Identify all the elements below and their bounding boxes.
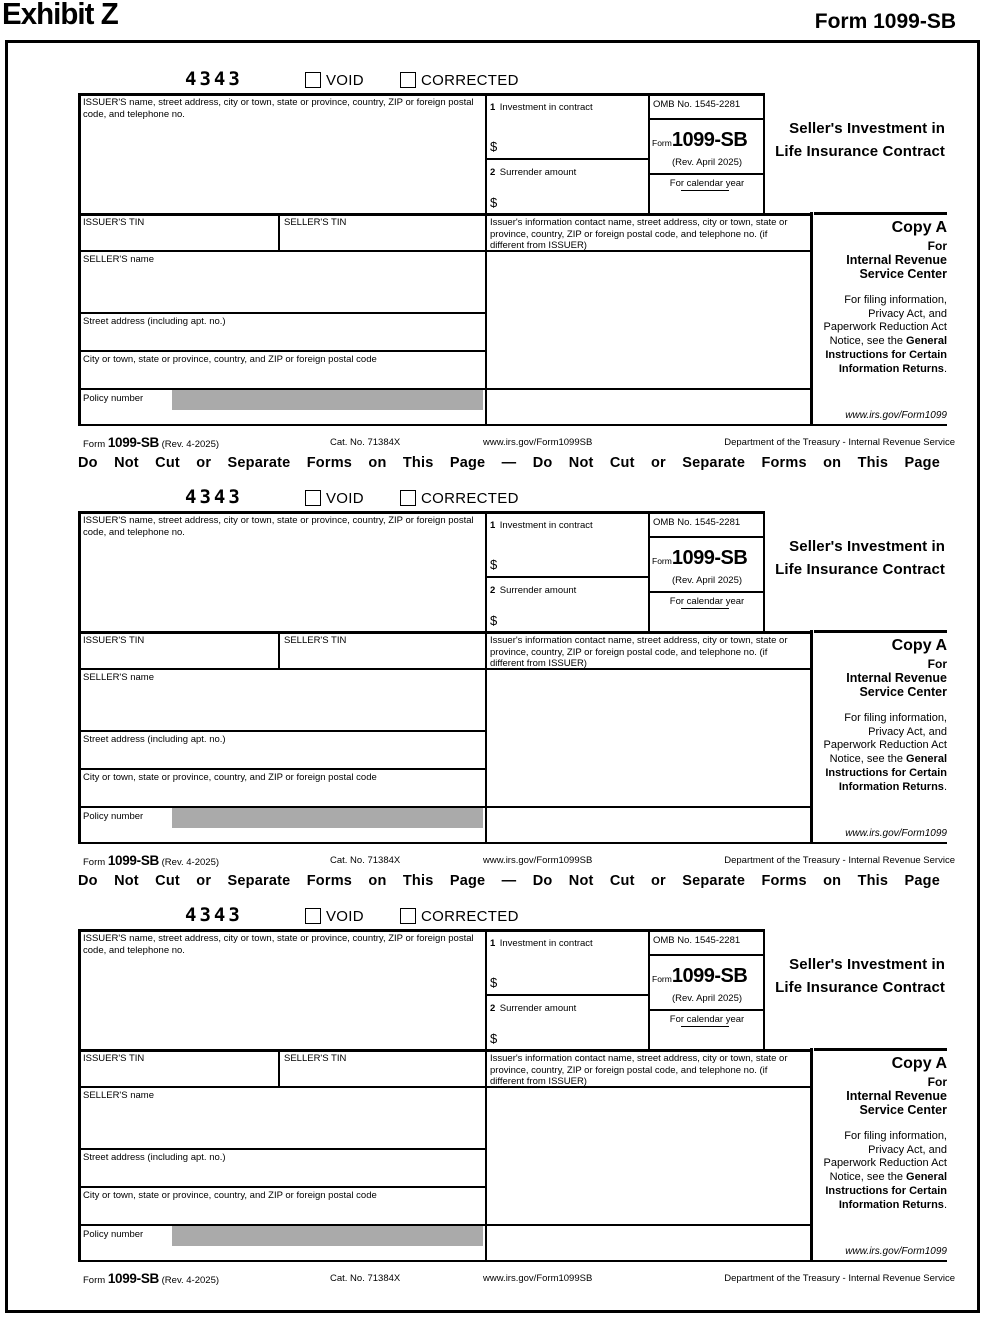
divider bbox=[811, 842, 947, 844]
void-group bbox=[305, 72, 364, 88]
box1-label: Investment in contract bbox=[499, 938, 593, 949]
form-number-cell bbox=[652, 547, 762, 570]
divider bbox=[810, 212, 813, 426]
copy-a-heading: Copy A bbox=[891, 637, 947, 654]
divider bbox=[814, 212, 947, 215]
divider bbox=[78, 511, 81, 844]
divider bbox=[78, 1148, 485, 1150]
box1-dollar-sign: $ bbox=[490, 975, 498, 990]
seller-name-field: SELLER'S name bbox=[83, 672, 154, 683]
form-main-title: Seller's Investment in Life Insurance Contract bbox=[775, 120, 945, 160]
issuer-tin-field: ISSUER'S TIN bbox=[83, 217, 145, 228]
divider bbox=[810, 1048, 813, 1262]
box2-dollar-sign: $ bbox=[490, 1031, 498, 1046]
divider bbox=[78, 842, 811, 845]
box2-dollar-sign: $ bbox=[490, 195, 498, 210]
city-state-zip-field: City or town, state or province, country, and ZIP or foreign postal code bbox=[83, 1190, 377, 1201]
divider bbox=[278, 631, 280, 668]
treasury-label: Department of the Treasury - Internal Revenue Service bbox=[724, 437, 955, 448]
copy-a-heading: Copy A bbox=[891, 219, 947, 236]
divider bbox=[78, 929, 81, 1262]
general-instructions-ref: General Instructions for Certain Information Returns bbox=[825, 753, 947, 793]
copy-a-url: www.irs.gov/Form1099 bbox=[845, 828, 947, 839]
issuer-tin-field: ISSUER'S TIN bbox=[83, 635, 145, 646]
copy-a-panel bbox=[816, 219, 947, 424]
box2-number: 2 bbox=[490, 167, 496, 178]
omb-number: OMB No. 1545-2281 bbox=[653, 517, 741, 528]
divider bbox=[648, 591, 763, 593]
general-instructions-ref: General Instructions for Certain Information Returns bbox=[825, 1171, 947, 1211]
issuer-tin-field: ISSUER'S TIN bbox=[83, 1053, 145, 1064]
box1-investment-field bbox=[490, 97, 645, 115]
policy-number-shaded-area bbox=[172, 808, 483, 828]
form-word: Form bbox=[652, 556, 672, 566]
copy-a-notice: For filing information, Privacy Act, and Paperwork Reduction Act Notice, see the General Instructions for Certain Information Returns. bbox=[823, 293, 947, 375]
divider bbox=[78, 631, 811, 634]
divider bbox=[78, 730, 485, 732]
box2-surrender-field bbox=[490, 580, 645, 598]
form-code: 4343 bbox=[185, 486, 243, 508]
policy-number-field: Policy number bbox=[83, 1229, 144, 1240]
void-label: VOID bbox=[326, 490, 364, 507]
divider bbox=[810, 630, 813, 844]
divider bbox=[648, 173, 763, 175]
void-checkbox[interactable] bbox=[305, 72, 321, 88]
form-id: 1099-SB bbox=[671, 129, 748, 151]
divider bbox=[485, 576, 648, 578]
calendar-year-label: For calendar year bbox=[669, 178, 745, 189]
copy-a-irs-center: Internal Revenue Service Center bbox=[846, 1089, 947, 1118]
calendar-year-label: For calendar year bbox=[669, 1014, 745, 1025]
corrected-checkbox[interactable] bbox=[400, 72, 416, 88]
void-label: VOID bbox=[326, 908, 364, 925]
form-code: 4343 bbox=[185, 904, 243, 926]
divider bbox=[278, 213, 280, 250]
corrected-label: CORRECTED bbox=[421, 490, 519, 507]
corrected-label: CORRECTED bbox=[421, 72, 519, 89]
divider bbox=[648, 511, 650, 631]
treasury-label: Department of the Treasury - Internal Revenue Service bbox=[724, 1273, 955, 1284]
page-header-form-label: Form 1099-SB bbox=[814, 10, 956, 33]
catalog-number: Cat. No. 71384X bbox=[330, 437, 401, 448]
void-label: VOID bbox=[326, 72, 364, 89]
box1-investment-field bbox=[490, 515, 645, 533]
form-copy-3 bbox=[78, 904, 958, 1322]
issuer-name-field: ISSUER'S name, street address, city or town, state or province, country, ZIP or foreign postal code, and telephone no. bbox=[83, 97, 474, 120]
form-footer bbox=[78, 850, 955, 870]
copy-a-irs-center: Internal Revenue Service Center bbox=[846, 253, 947, 282]
form-sheet bbox=[5, 40, 980, 1313]
seller-tin-field: SELLER'S TIN bbox=[284, 217, 347, 228]
revision-label: (Rev. April 2025) bbox=[671, 993, 743, 1004]
box2-surrender-field bbox=[490, 162, 645, 180]
void-group bbox=[305, 490, 364, 506]
catalog-number: Cat. No. 71384X bbox=[330, 855, 401, 866]
corrected-group bbox=[400, 490, 519, 506]
calendar-year-label: For calendar year bbox=[669, 596, 745, 607]
copy-a-for: For bbox=[927, 657, 947, 671]
corrected-group bbox=[400, 72, 519, 88]
copy-a-for: For bbox=[927, 1075, 947, 1089]
box1-label: Investment in contract bbox=[499, 102, 593, 113]
exhibit-title: Exhibit Z bbox=[2, 0, 118, 31]
divider bbox=[78, 93, 764, 96]
corrected-label: CORRECTED bbox=[421, 908, 519, 925]
city-state-zip-field: City or town, state or province, country, and ZIP or foreign postal code bbox=[83, 772, 377, 783]
form-id: 1099-SB bbox=[671, 965, 748, 987]
box2-label: Surrender amount bbox=[499, 167, 577, 178]
divider bbox=[485, 994, 648, 996]
divider bbox=[278, 1049, 280, 1086]
divider bbox=[78, 213, 811, 216]
box2-number: 2 bbox=[490, 585, 496, 596]
issuer-contact-field: Issuer's information contact name, street address, city or town, state or province, country, ZIP or foreign postal code, and telephone no. (if different from ISSUER) bbox=[490, 217, 788, 252]
form-word: Form bbox=[652, 138, 672, 148]
footer-form-number: Form 1099-SB (Rev. 4-2025) bbox=[83, 1271, 220, 1286]
city-state-zip-field: City or town, state or province, country, and ZIP or foreign postal code bbox=[83, 354, 377, 365]
street-address-field: Street address (including apt. no.) bbox=[83, 1152, 226, 1163]
policy-number-shaded-area bbox=[172, 390, 483, 410]
divider bbox=[78, 1260, 811, 1263]
divider bbox=[814, 630, 947, 633]
divider bbox=[78, 424, 811, 427]
footer-url: www.irs.gov/Form1099SB bbox=[483, 1273, 593, 1284]
copy-a-irs-center: Internal Revenue Service Center bbox=[846, 671, 947, 700]
issuer-contact-field: Issuer's information contact name, street address, city or town, state or province, country, ZIP or foreign postal code, and telephone no. (if different from ISSUER) bbox=[490, 635, 788, 670]
divider bbox=[814, 1048, 947, 1051]
divider bbox=[648, 118, 763, 120]
form-footer bbox=[78, 1268, 955, 1288]
cut-line-1: Do Not Cut or Separate Forms on This Page — Do Not Cut or Separate Forms on This Page bbox=[78, 455, 940, 471]
seller-tin-field: SELLER'S TIN bbox=[284, 1053, 347, 1064]
copy-a-notice: For filing information, Privacy Act, and Paperwork Reduction Act Notice, see the General Instructions for Certain Information Returns. bbox=[823, 711, 947, 793]
divider bbox=[78, 1049, 811, 1052]
form-word: Form bbox=[652, 974, 672, 984]
form-copy-2 bbox=[78, 486, 958, 904]
divider bbox=[485, 93, 487, 426]
box1-number: 1 bbox=[490, 520, 496, 531]
divider bbox=[78, 312, 485, 314]
form-copy-1 bbox=[78, 68, 958, 486]
policy-number-field: Policy number bbox=[83, 393, 144, 404]
divider bbox=[485, 158, 648, 160]
box2-number: 2 bbox=[490, 1003, 496, 1014]
seller-name-field: SELLER'S name bbox=[83, 254, 154, 265]
copy-a-panel bbox=[816, 1055, 947, 1260]
seller-tin-field: SELLER'S TIN bbox=[284, 635, 347, 646]
divider bbox=[648, 536, 763, 538]
policy-number-field: Policy number bbox=[83, 811, 144, 822]
copy-a-url: www.irs.gov/Form1099 bbox=[845, 1246, 947, 1257]
divider bbox=[811, 424, 947, 426]
copy-a-for: For bbox=[927, 239, 947, 253]
box1-number: 1 bbox=[490, 938, 496, 949]
box1-number: 1 bbox=[490, 102, 496, 113]
divider bbox=[648, 954, 763, 956]
corrected-group bbox=[400, 908, 519, 924]
corrected-checkbox[interactable] bbox=[400, 908, 416, 924]
omb-number: OMB No. 1545-2281 bbox=[653, 99, 741, 110]
form-main-title: Seller's Investment in Life Insurance Contract bbox=[775, 956, 945, 996]
policy-number-shaded-area bbox=[172, 1226, 483, 1246]
divider bbox=[78, 93, 81, 426]
box2-label: Surrender amount bbox=[499, 1003, 577, 1014]
divider bbox=[78, 1186, 485, 1188]
copy-a-panel bbox=[816, 637, 947, 842]
form-footer bbox=[78, 432, 955, 452]
box1-label: Investment in contract bbox=[499, 520, 593, 531]
catalog-number: Cat. No. 71384X bbox=[330, 1273, 401, 1284]
general-instructions-ref: General Instructions for Certain Information Returns bbox=[825, 335, 947, 375]
calendar-year-blank bbox=[681, 1026, 729, 1027]
form-number-cell bbox=[652, 129, 762, 152]
footer-form-number: Form 1099-SB (Rev. 4-2025) bbox=[83, 435, 220, 450]
treasury-label: Department of the Treasury - Internal Revenue Service bbox=[724, 855, 955, 866]
box1-investment-field bbox=[490, 933, 645, 951]
form-number-cell bbox=[652, 965, 762, 988]
divider bbox=[78, 350, 485, 352]
calendar-year-blank bbox=[681, 190, 729, 191]
box1-dollar-sign: $ bbox=[490, 557, 498, 572]
calendar-year-blank bbox=[681, 608, 729, 609]
void-group bbox=[305, 908, 364, 924]
void-checkbox[interactable] bbox=[305, 490, 321, 506]
form-code: 4343 bbox=[185, 68, 243, 90]
divider bbox=[648, 929, 650, 1049]
divider bbox=[485, 929, 487, 1262]
divider bbox=[78, 511, 764, 514]
divider bbox=[811, 1260, 947, 1262]
box2-label: Surrender amount bbox=[499, 585, 577, 596]
copy-a-url: www.irs.gov/Form1099 bbox=[845, 410, 947, 421]
box2-surrender-field bbox=[490, 998, 645, 1016]
box1-dollar-sign: $ bbox=[490, 139, 498, 154]
divider bbox=[485, 511, 487, 844]
issuer-name-field: ISSUER'S name, street address, city or town, state or province, country, ZIP or foreign postal code, and telephone no. bbox=[83, 933, 474, 956]
copy-a-notice: For filing information, Privacy Act, and Paperwork Reduction Act Notice, see the General Instructions for Certain Information Returns. bbox=[823, 1129, 947, 1211]
street-address-field: Street address (including apt. no.) bbox=[83, 316, 226, 327]
footer-url: www.irs.gov/Form1099SB bbox=[483, 855, 593, 866]
divider bbox=[648, 1009, 763, 1011]
issuer-name-field: ISSUER'S name, street address, city or town, state or province, country, ZIP or foreign postal code, and telephone no. bbox=[83, 515, 474, 538]
void-checkbox[interactable] bbox=[305, 908, 321, 924]
corrected-checkbox[interactable] bbox=[400, 490, 416, 506]
cut-line-2: Do Not Cut or Separate Forms on This Page — Do Not Cut or Separate Forms on This Page bbox=[78, 873, 940, 889]
footer-form-number: Form 1099-SB (Rev. 4-2025) bbox=[83, 853, 220, 868]
revision-label: (Rev. April 2025) bbox=[671, 157, 743, 168]
divider bbox=[78, 929, 764, 932]
revision-label: (Rev. April 2025) bbox=[671, 575, 743, 586]
divider bbox=[78, 768, 485, 770]
copy-a-heading: Copy A bbox=[891, 1055, 947, 1072]
footer-url: www.irs.gov/Form1099SB bbox=[483, 437, 593, 448]
form-main-title: Seller's Investment in Life Insurance Contract bbox=[775, 538, 945, 578]
divider bbox=[648, 93, 650, 213]
omb-number: OMB No. 1545-2281 bbox=[653, 935, 741, 946]
box2-dollar-sign: $ bbox=[490, 613, 498, 628]
street-address-field: Street address (including apt. no.) bbox=[83, 734, 226, 745]
issuer-contact-field: Issuer's information contact name, street address, city or town, state or province, country, ZIP or foreign postal code, and telephone no. (if different from ISSUER) bbox=[490, 1053, 788, 1088]
seller-name-field: SELLER'S name bbox=[83, 1090, 154, 1101]
form-id: 1099-SB bbox=[671, 547, 748, 569]
